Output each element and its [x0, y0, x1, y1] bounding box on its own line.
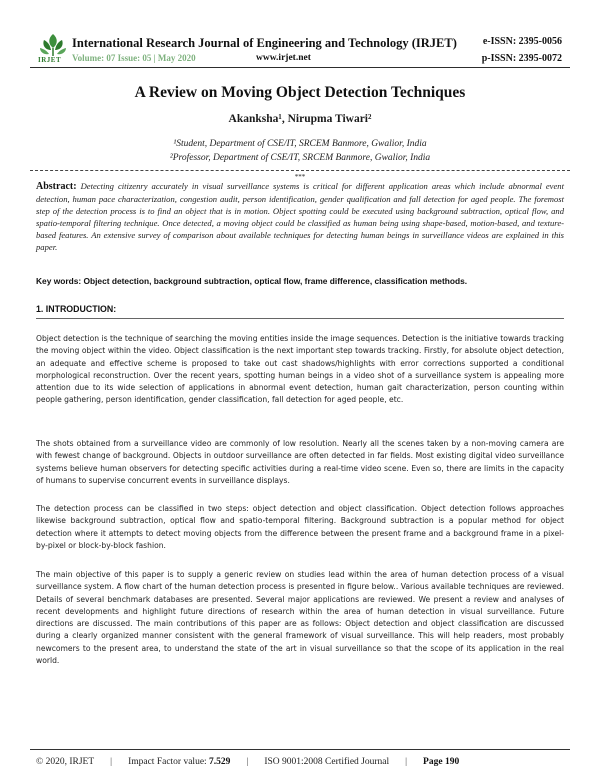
e-issn: e-ISSN: 2395-0056	[482, 36, 562, 47]
body-paragraph: The shots obtained from a surveillance video are commonly of low resolution. Nearly all the scenes taken by a non-moving camera are with fewest change of background. Objects in outdoor surveillance are often detected in far fields. Most existing digital video surveillance systems believe human observers for detecting specific activities during a real-time video scene. Even so, there are limits in the capacity of humans to supervise concurrent events in surveillance displays.	[36, 439, 564, 485]
journal-website[interactable]: www.irjet.net	[256, 53, 311, 63]
body-paragraph: The main objective of this paper is to supply a generic review on studies lead within the area of human detection process of a visual surveillance system. A flow chart of the human detection process is presented in figure below.. Various available techniques are reviewed. Details of several benchmark databases are presented. Several major applications are reviewed. We present a review and analyses of recent developments and highlight future directions of research within the area of human detection in visual surveillance. Future directions are discussed. The main contributions of this paper are as follows: Object detection and object classification are discussed during a clearly organized manner consistent with the general framework of visual surveillance. This will help readers, most probably newcomers to the present area, to understand the state of the art in visual surveillance so that the scope of its application in the real world.	[36, 570, 564, 666]
section-heading: 1. INTRODUCTION:	[36, 304, 117, 314]
abstract-text: Detecting citizenry accurately in visual surveillance systems is critical for different application areas which include abnormal event detection, human pace characterization, congestion audit, person identification, gender qualification and fall detection for aged people. The foremost step of the detection process is to find an object that is in motion. Object spotting could be executed using background subtraction, optical flow, and spatio-temporal filtering technique. Once detected, a moving object could be classified as human being using shape-based, motion-based, and texture-based features. An extensive survey of comparison about available techniques for detecting human beings in surveillance videos are explained in this paper.	[36, 181, 564, 252]
footer-iso: ISO 9001:2008 Certified Journal	[264, 757, 390, 767]
p-issn: p-ISSN: 2395-0072	[481, 53, 562, 64]
footer-copyright: © 2020, IRJET	[36, 757, 95, 767]
page-header	[0, 0, 600, 66]
footer-impact-value: 7.529	[209, 757, 231, 767]
keywords: Key words: Object detection, background subtraction, optical flow, frame difference, classification methods.	[36, 276, 468, 286]
body-paragraph: Object detection is the technique of searching the moving entities inside the image sequences. Detection is the initiative towards tracking the moving object within the video. Object classification is the next important step towards tracking. Firstly, for absolute object detection, an adequate and effective scheme is proposed to take out cast shadows/highlights with error corrections supported a conditional morphological reconstruction. Over the recent years, spotting human beings in a video shot of a surveillance system is appealing more attention due to its wide selection of applications in abnormal event detection, human gait characterization, person counting within people gathering, person identification, gender classification, fall detection for aged people, etc.	[36, 334, 564, 405]
affiliation-1: ¹Student, Department of CSE/IT, SRCEM Banmore, Gwalior, India	[173, 139, 427, 149]
section-separator	[30, 170, 570, 181]
body-paragraph: The detection process can be classified in two steps: object detection and object classification. Object detection follows approaches likewise background subtraction, optical flow and spatio-temporal filtering. Background subtraction is a popular method for object detection where it attempts to detect moving objects from the difference between the present frame and a background frame in a pixel-by-pixel or block-by-block fashion.	[36, 504, 564, 550]
footer-impact-label: Impact Factor value:	[128, 757, 210, 767]
footer-divider	[30, 749, 570, 750]
separator-mark: ***	[294, 173, 306, 181]
abstract	[36, 180, 564, 253]
paper-title: A Review on Moving Object Detection Techniques	[134, 84, 466, 101]
volume-issue: Volume: 07 Issue: 05 | May 2020	[72, 53, 196, 63]
journal-name: International Research Journal of Engineering and Technology (IRJET)	[72, 36, 457, 50]
abstract-label: Abstract:	[36, 181, 77, 192]
paper-authors: Akanksha¹, Nirupma Tiwari²	[228, 113, 372, 125]
page-footer: © 2020, IRJET | Impact Factor value: 7.529 | ISO 9001:2008 Certified Journal | Page 190	[36, 757, 460, 767]
affiliation-2: ²Professor, Department of CSE/IT, SRCEM Banmore, Gwalior, India	[169, 153, 431, 163]
header-divider	[30, 67, 570, 68]
section-divider	[36, 318, 564, 319]
logo-text: IRJET	[38, 56, 62, 64]
footer-page-number: Page 190	[423, 757, 460, 767]
